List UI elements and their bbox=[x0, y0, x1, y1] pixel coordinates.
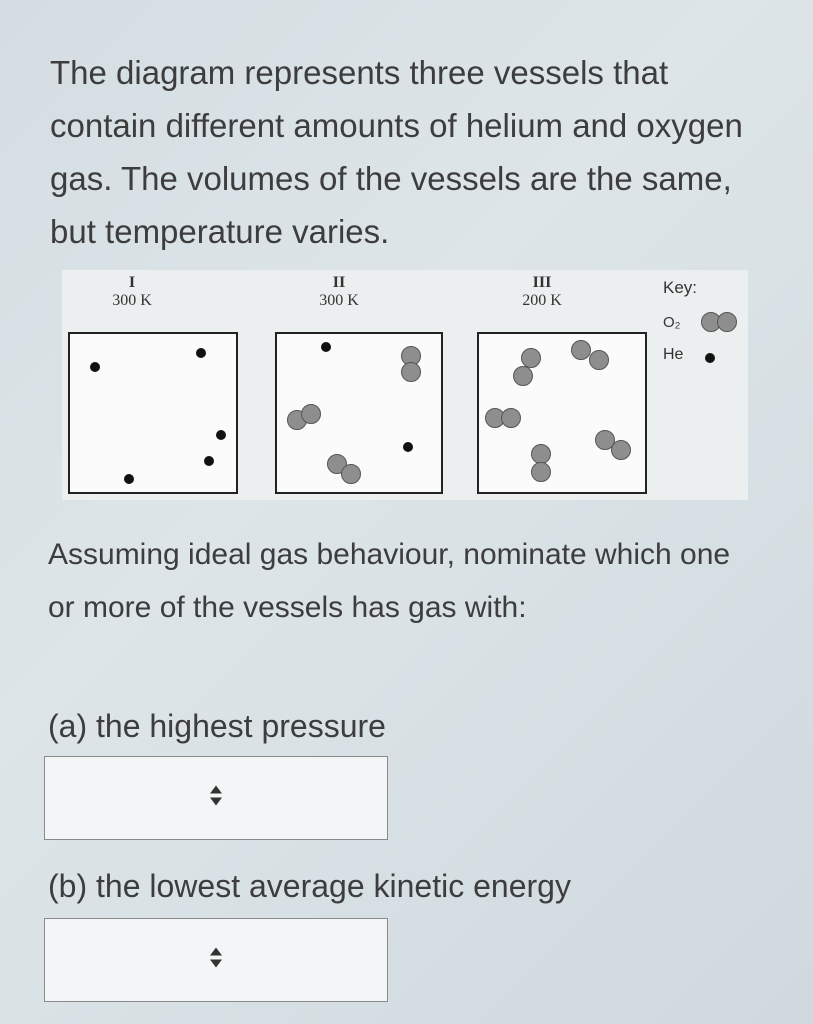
part-b-label: (b) the lowest average kinetic energy bbox=[48, 868, 571, 904]
part-b-dropdown[interactable] bbox=[44, 918, 388, 1002]
key-o2-label: O₂ bbox=[663, 314, 681, 331]
oxygen-molecule-atom bbox=[301, 404, 321, 424]
helium-atom bbox=[403, 442, 413, 452]
part-a-dropdown[interactable] bbox=[44, 756, 388, 840]
vessel-i bbox=[68, 332, 238, 494]
vessel-ii-label bbox=[299, 274, 379, 310]
vessel-iii-label bbox=[502, 274, 582, 310]
oxygen-molecule-atom bbox=[521, 348, 541, 368]
part-a-label: (a) the highest pressure bbox=[48, 708, 386, 744]
vessel-ii-temp: 300 K bbox=[319, 292, 359, 309]
vessel-i-number: I bbox=[128, 274, 136, 291]
key-title: Key: bbox=[663, 278, 698, 297]
vessel-iii bbox=[477, 332, 647, 494]
oxygen-molecule-atom bbox=[531, 444, 551, 464]
vessel-iii-number: III bbox=[532, 274, 552, 291]
helium-atom bbox=[124, 474, 134, 484]
helium-atom bbox=[196, 348, 206, 358]
oxygen-molecule-atom bbox=[571, 340, 591, 360]
helium-atom bbox=[321, 342, 331, 352]
vessel-ii bbox=[275, 332, 443, 494]
helium-atom bbox=[216, 430, 226, 440]
vessel-ii-number: II bbox=[332, 274, 346, 291]
oxygen-molecule-atom bbox=[501, 408, 521, 428]
key-oxygen-icon bbox=[717, 312, 737, 332]
vessel-i-temp: 300 K bbox=[112, 292, 152, 309]
vessel-i-label bbox=[92, 274, 172, 310]
question-text: Assuming ideal gas behaviour, nominate which one or more of the vessels has gas with: bbox=[48, 538, 731, 624]
oxygen-molecule-atom bbox=[401, 362, 421, 382]
vessels-diagram bbox=[62, 270, 748, 500]
helium-atom bbox=[90, 362, 100, 372]
oxygen-molecule-atom bbox=[531, 462, 551, 482]
oxygen-molecule-atom bbox=[589, 350, 609, 370]
key-helium-icon bbox=[705, 353, 715, 363]
helium-atom bbox=[204, 456, 214, 466]
up-down-arrow-icon bbox=[209, 785, 223, 812]
oxygen-molecule-atom bbox=[341, 464, 361, 484]
oxygen-molecule-atom bbox=[513, 366, 533, 386]
oxygen-molecule-atom bbox=[611, 440, 631, 460]
vessel-iii-temp: 200 K bbox=[522, 292, 562, 309]
up-down-arrow-icon bbox=[209, 947, 223, 974]
intro-text: The diagram represents three vessels that contain different amounts of helium and oxygen gas. The volumes of the vessels are the same, but temperature varies. bbox=[50, 54, 743, 250]
key-he-label: He bbox=[663, 346, 684, 363]
